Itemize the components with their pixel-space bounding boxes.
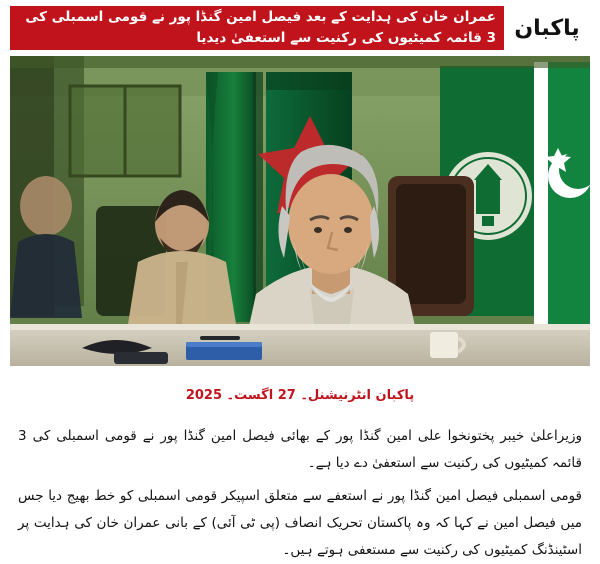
site-logo-text: پاکبان	[514, 15, 580, 41]
photo-illustration	[10, 56, 590, 366]
headline-container	[10, 6, 504, 50]
header-banner	[10, 6, 590, 50]
article-photo	[10, 56, 590, 366]
byline: پاکبان انٹرنیشنل۔ 27 اگست۔ 2025	[185, 388, 415, 403]
article-body	[18, 423, 582, 564]
site-logo[interactable]	[504, 6, 590, 50]
article-page	[0, 6, 600, 560]
article-paragraph: قومی اسمبلی فیصل امین گنڈا پور نے استعفے سے متعلق اسپیکر قومی اسمبلی کو خط بھیج دیا جس میں فیصل امین نے کہا کہ وہ پاکستان تحریک انصاف (پی ٹی آئی) کے بانی عمران خان کی ہدایت پر اسٹینڈنگ کمیٹیوں کی رکنیت سے مستعفی ہوتے ہیں۔	[18, 488, 582, 558]
article-paragraph: وزیراعلیٰ خیبر پختونخوا علی امین گنڈا پور کے بھائی فیصل امین گنڈا پور نے قومی اسمبلی کی 3 قائمہ کمیٹیوں کی رکنیت سے استعفیٰ دے دیا ہے۔	[18, 428, 582, 471]
page-title: عمران خان کی ہدایت کے بعد فیصل امین گنڈا پور نے قومی اسمبلی کی 3 قائمہ کمیٹیوں کی رکنیت سے استعفیٰ دیدیا	[25, 9, 496, 46]
